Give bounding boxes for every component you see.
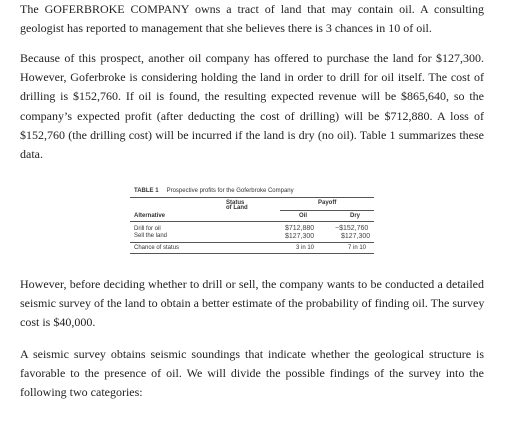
- table-caption: [134, 188, 294, 194]
- text-line: $152,760 (the drilling cost) will be incurred if the land is dry (no oil). Table 1 summarizes these: [20, 127, 484, 142]
- paragraph-seismic: [20, 345, 484, 403]
- oil-header: Oil: [299, 213, 308, 219]
- table-rule: [130, 242, 374, 243]
- alternative-header: Alternative: [134, 213, 166, 219]
- table-1-figure: [130, 188, 374, 268]
- text-line: geologist has reported to management that she believes there is 3 chances in 10 of oil.: [20, 21, 432, 36]
- text-line: following two categories:: [20, 385, 143, 400]
- text-line: However, before deciding whether to drill or sell, the company wants to be conducted a detailed: [20, 277, 484, 291]
- text-line: drilling is $152,760. If oil is found, the resulting expected revenue will be $865,640, so the: [20, 89, 484, 104]
- text-line: A seismic survey obtains seismic soundings that indicate whether the geological structure is: [20, 347, 484, 361]
- text-line: However, Goferbroke is considering holding the land in order to drill for oil itself. The cost of: [20, 70, 484, 85]
- table-rule: [130, 221, 374, 222]
- text-line: The GOFERBROKE COMPANY owns a tract of land that may contain oil. A consulting: [20, 2, 484, 16]
- paragraph-survey: [20, 275, 484, 333]
- text-line: favorable to the presence of oil. We will divide the possible findings of the survey into the: [20, 366, 484, 381]
- status-header-line2: of Land: [226, 205, 248, 211]
- row-alternative: Sell the land: [134, 233, 168, 239]
- table-rule: [130, 197, 374, 198]
- row-dry-value: −$152,760: [335, 225, 369, 232]
- chance-label: Chance of status: [134, 245, 180, 251]
- paragraph-intro: [20, 0, 484, 38]
- table-caption-text: Prospective profits for the Goferbroke Company: [166, 188, 294, 194]
- payoff-rule: [280, 210, 374, 211]
- row-oil-value: $712,880: [285, 225, 315, 232]
- chance-dry: 7 in 10: [348, 245, 367, 251]
- text-line: data.: [20, 147, 43, 162]
- payoff-header: Payoff: [318, 200, 337, 206]
- text-line: company’s expected profit (after deducting the cost of drilling) will be $712,880. A loss of: [20, 108, 484, 123]
- table-label: TABLE 1: [134, 188, 159, 194]
- row-alternative: Drill for oil: [134, 226, 161, 232]
- row-oil-value: $127,300: [285, 233, 315, 240]
- text-line: Because of this prospect, another oil company has offered to purchase the land for $127,300.: [20, 51, 484, 65]
- table-rule: [130, 253, 374, 254]
- dry-header: Dry: [350, 213, 361, 219]
- status-header: Status: [226, 200, 245, 206]
- chance-oil: 3 in 10: [296, 245, 315, 251]
- paragraph-offer: [20, 49, 484, 164]
- text-line: seismic survey of the land to obtain a better estimate of the probability of finding oil. The survey: [20, 296, 485, 311]
- text-line: cost is $40,000.: [20, 315, 96, 330]
- row-dry-value: $127,300: [341, 233, 371, 240]
